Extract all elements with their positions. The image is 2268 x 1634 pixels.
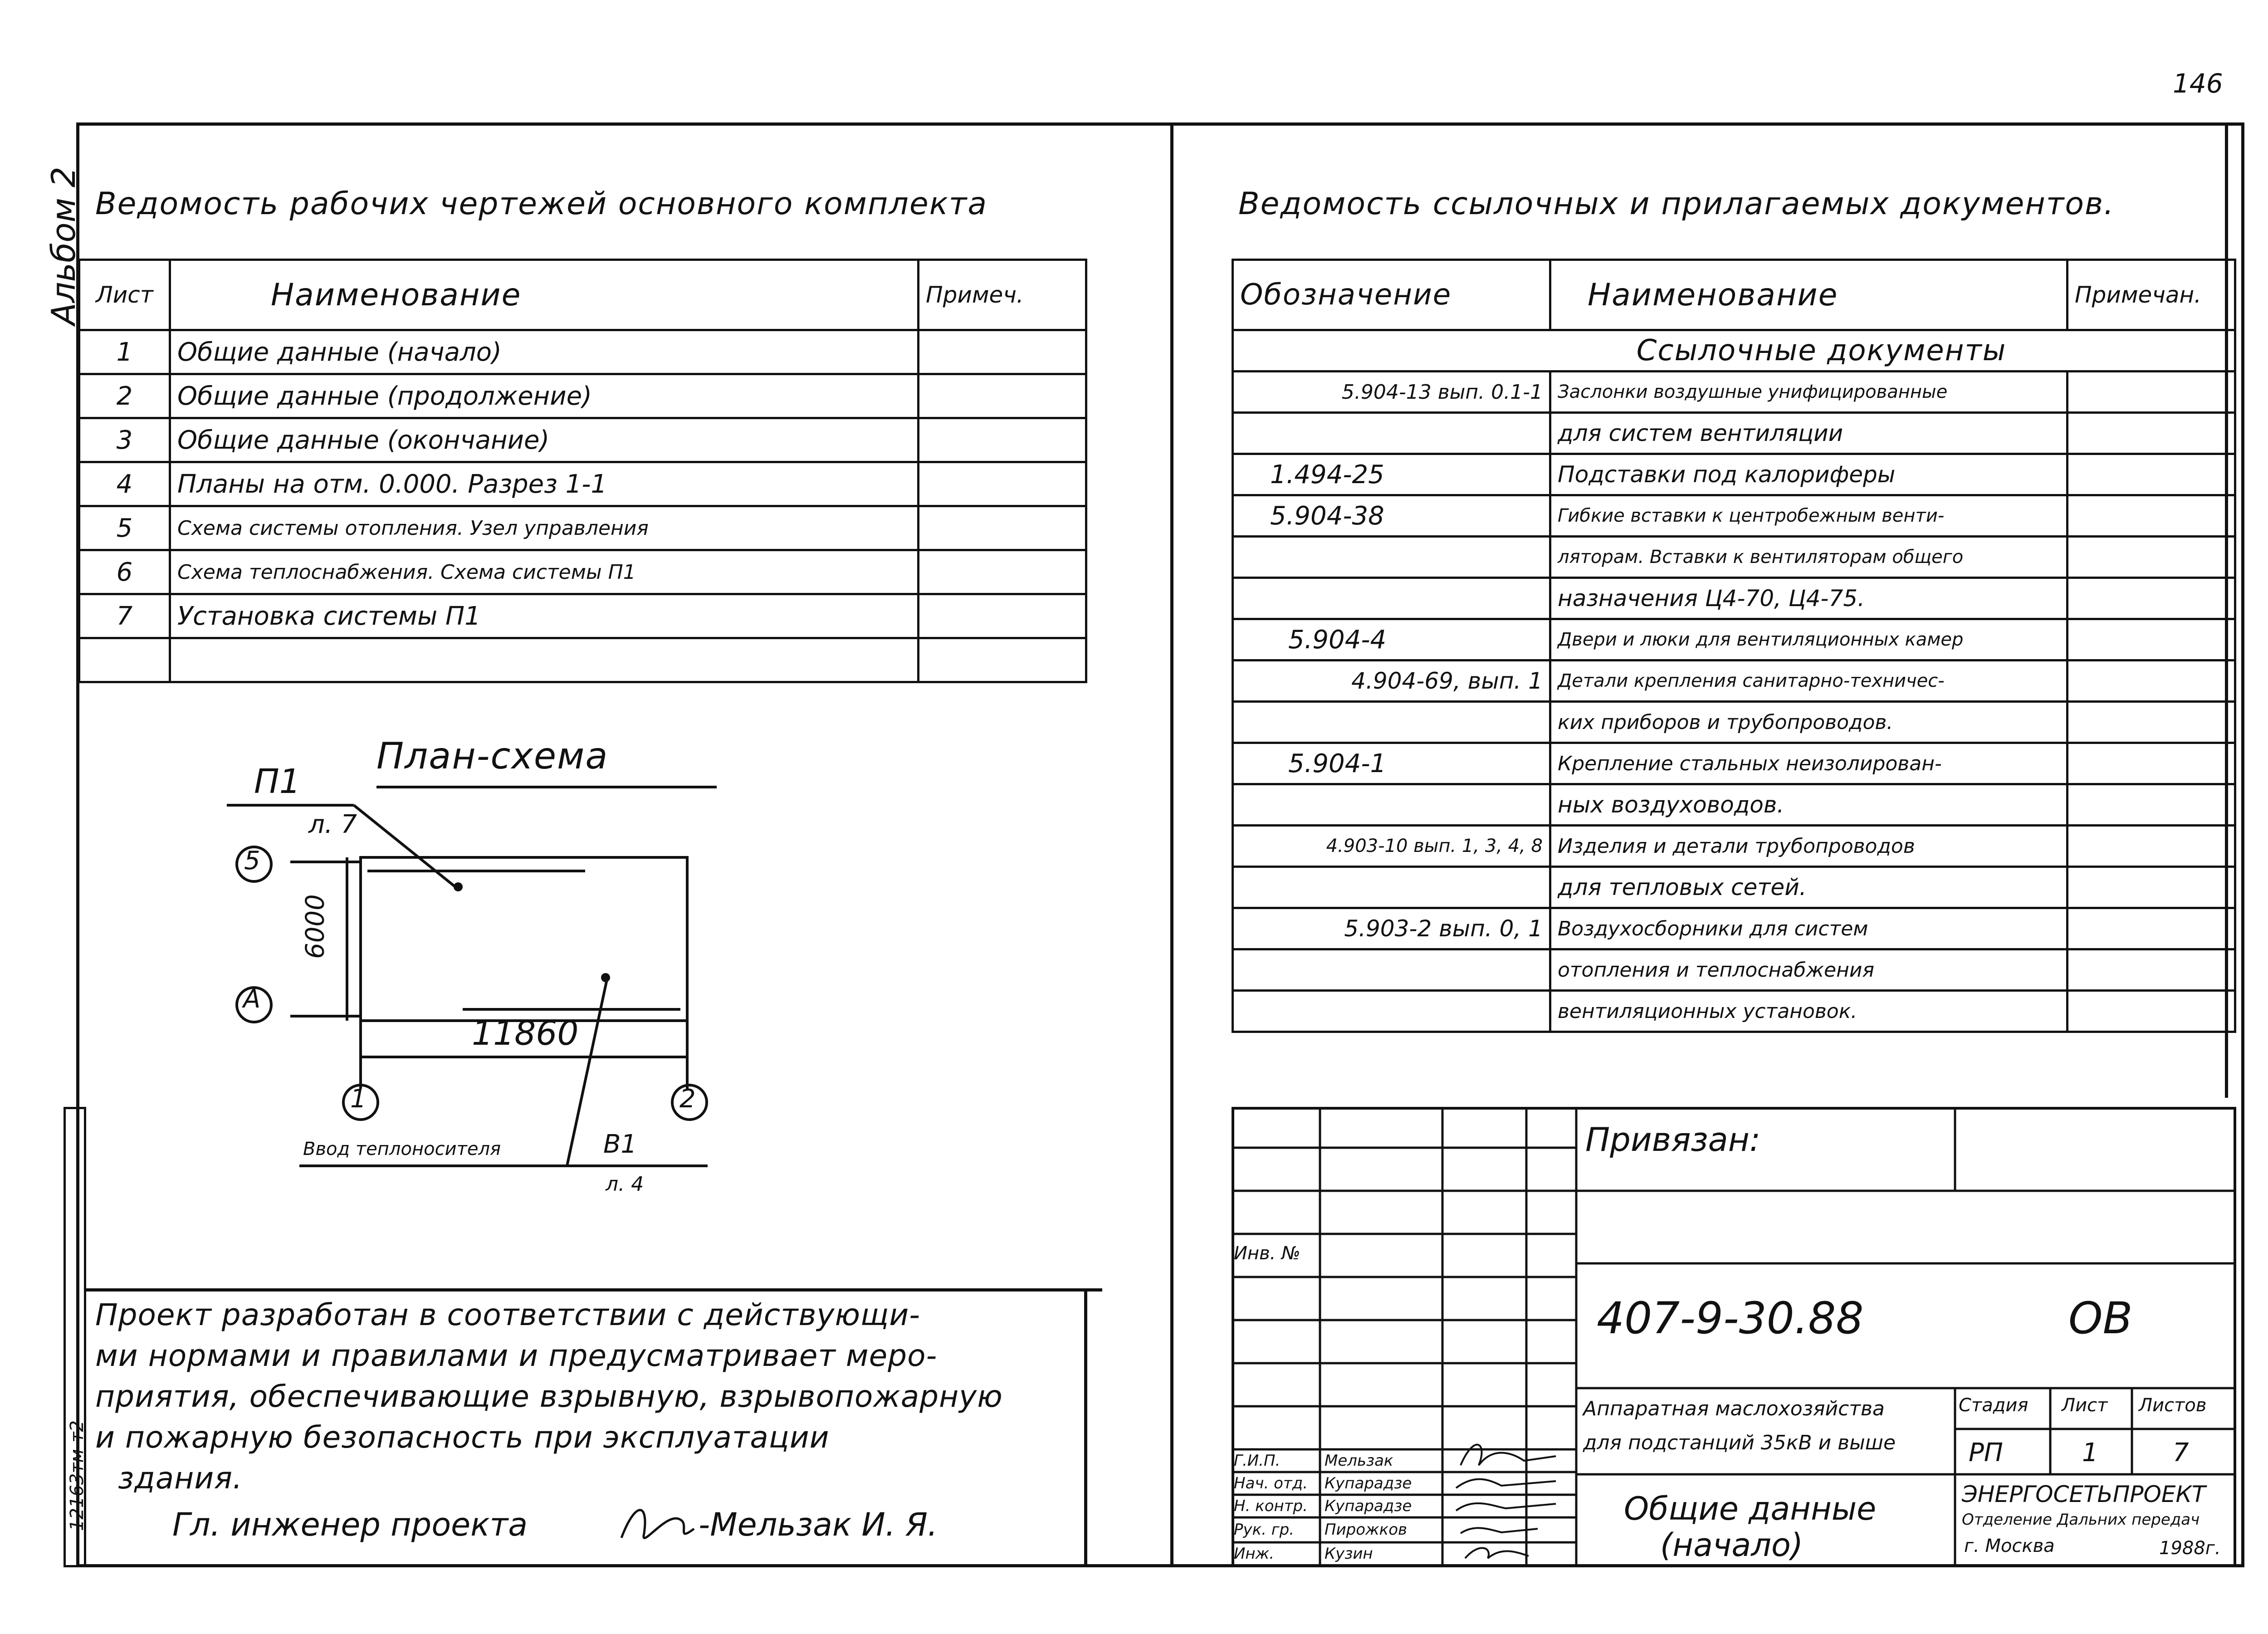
stamp-stage-value: РП <box>1969 1438 2003 1468</box>
stamp-signatures-icon <box>1447 1429 1574 1565</box>
row-sheet: 7 <box>79 594 170 638</box>
row-name: назначения Ц4-70, Ц4-75. <box>1550 578 2068 619</box>
row-name: Схема теплоснабжения. Схема системы П1 <box>170 550 919 594</box>
chief-engineer-label: Гл. инженер проекта <box>172 1506 528 1543</box>
row-name: для систем вентиляции <box>1550 413 2068 454</box>
note-line-3: приятия, обеспечивающие взрывную, взрывопожарную <box>95 1379 1003 1414</box>
signature-role: Н. контр. <box>1234 1497 1308 1515</box>
plan-axis-5: 5 <box>244 846 260 876</box>
signature-role: Инж. <box>1234 1545 1275 1563</box>
header-code: Обозначение <box>1233 260 1550 330</box>
document-mark: ОВ <box>2068 1293 2133 1344</box>
organization-city: г. Москва <box>1964 1536 2055 1556</box>
row-name: Схема системы отопления. Узел управления <box>170 506 919 550</box>
row-name: Общие данные (продолжение) <box>170 374 919 418</box>
row-name: Общие данные (окончание) <box>170 418 919 462</box>
page-number: 146 <box>2173 68 2223 99</box>
album-label: Альбом 2 <box>44 166 83 325</box>
header-note: Примечан. <box>2068 260 2235 330</box>
drawing-title-line-2: (начало) <box>1660 1526 1804 1564</box>
row-name: ных воздуховодов. <box>1550 784 2068 826</box>
row-name: Установка системы П1 <box>170 594 919 638</box>
header-sheet: Лист <box>79 260 170 330</box>
row-name: Воздухосборники для систем <box>1550 908 2068 949</box>
row-code: 5.904-4 <box>1233 619 1550 660</box>
row-name: Подставки под калориферы <box>1550 454 2068 495</box>
row-sheet: 1 <box>79 330 170 374</box>
row-code: 5.903-2 вып. 0, 1 <box>1233 908 1550 949</box>
signature-name: Кузин <box>1325 1545 1373 1563</box>
row-name: Детали крепления санитарно-техничес- <box>1550 660 2068 702</box>
note-line-4: и пожарную безопасность при эксплуатации <box>95 1420 830 1455</box>
row-name: для тепловых сетей. <box>1550 867 2068 908</box>
stamp-sheets-value: 7 <box>2173 1438 2189 1468</box>
signature-name: Купарадзе <box>1325 1474 1412 1492</box>
row-name: Планы на отм. 0.000. Разрез 1-1 <box>170 462 919 506</box>
plan-inlet-label: Ввод теплоносителя <box>303 1139 501 1159</box>
stamp-header-stage: Стадия <box>1959 1395 2028 1416</box>
row-sheet: 6 <box>79 550 170 594</box>
stamp-header-sheet: Лист <box>2062 1395 2108 1416</box>
bound-label: Привязан: <box>1585 1120 1761 1159</box>
header-name: Наименование <box>1550 260 2068 330</box>
row-name: вентиляционных установок. <box>1550 991 2068 1032</box>
organization-department: Отделение Дальних передач <box>1962 1511 2200 1529</box>
signature-role: Г.И.П. <box>1234 1452 1281 1470</box>
signature-name: Мельзак <box>1325 1452 1393 1470</box>
plan-inlet-sheet: л. 4 <box>606 1173 644 1196</box>
plan-inlet-tag: В1 <box>603 1130 637 1159</box>
plan-axis-1: 1 <box>350 1084 367 1114</box>
documents-section-title: Ссылочные документы <box>1233 330 2235 372</box>
row-sheet: 4 <box>79 462 170 506</box>
signature-name: Пирожков <box>1325 1521 1408 1539</box>
row-code: 5.904-1 <box>1233 743 1550 784</box>
row-code: 5.904-13 вып. 0.1-1 <box>1233 372 1550 413</box>
plan-title: План-схема <box>376 735 609 777</box>
signature-role: Нач. отд. <box>1234 1474 1308 1492</box>
plan-axis-a: А <box>243 984 261 1014</box>
signature-role: Рук. гр. <box>1234 1521 1295 1539</box>
note-line-5: здания. <box>118 1461 243 1496</box>
row-name: Общие данные (начало) <box>170 330 919 374</box>
row-sheet: 5 <box>79 506 170 550</box>
row-code: 4.903-10 вып. 1, 3, 4, 8 <box>1233 826 1550 867</box>
organization-name: ЭНЕРГОСЕТЬПРОЕКТ <box>1962 1481 2206 1507</box>
row-code: 4.904-69, вып. 1 <box>1233 660 1550 702</box>
row-name: Заслонки воздушные унифицированные <box>1550 372 2068 413</box>
row-name: ких приборов и трубопроводов. <box>1550 702 2068 743</box>
row-name: Крепление стальных неизолирован- <box>1550 743 2068 784</box>
stamp-header-sheets: Листов <box>2139 1395 2207 1416</box>
row-name: Двери и люки для вентиляционных камер <box>1550 619 2068 660</box>
drawing-title-line-1: Общие данные <box>1624 1490 1877 1527</box>
note-line-1: Проект разработан в соответствии с действующи- <box>95 1297 920 1332</box>
signature-name: Купарадзе <box>1325 1497 1412 1515</box>
project-code: 407-9-30.88 <box>1597 1293 1864 1344</box>
row-code: 1.494-25 <box>1233 454 1550 495</box>
project-name-line-1: Аппаратная маслохозяйства <box>1583 1397 1885 1420</box>
plan-axis-2: 2 <box>679 1084 696 1114</box>
row-name: отопления и теплоснабжения <box>1550 949 2068 991</box>
drawings-list-title: Ведомость рабочих чертежей основного комплекта <box>95 186 988 222</box>
header-note: Примеч. <box>919 260 1086 330</box>
row-sheet: 2 <box>79 374 170 418</box>
header-name: Наименование <box>170 260 919 330</box>
side-strip-code: 12163тм-т2 <box>67 1420 88 1531</box>
row-name: Изделия и детали трубопроводов <box>1550 826 2068 867</box>
chief-engineer-name: -Мельзак И. Я. <box>699 1506 938 1543</box>
note-line-2: ми нормами и правилами и предусматривает меро- <box>95 1338 938 1373</box>
plan-dim-vertical: 6000 <box>300 894 330 959</box>
row-name: ляторам. Вставки к вентиляторам общего <box>1550 537 2068 578</box>
inventory-number-label: Инв. № <box>1234 1243 1300 1264</box>
stamp-year: 1988г. <box>2159 1538 2221 1559</box>
plan-system-tag: П1 <box>254 762 301 801</box>
plan-dim-horizontal: 11860 <box>472 1014 579 1053</box>
plan-system-sheet: л. 7 <box>308 810 357 839</box>
row-code: 5.904-38 <box>1233 495 1550 537</box>
row-name: Гибкие вставки к центробежным венти- <box>1550 495 2068 537</box>
project-name-line-2: для подстанций 35кВ и выше <box>1583 1431 1896 1454</box>
documents-list-title: Ведомость ссылочных и прилагаемых документов. <box>1238 186 2115 222</box>
row-sheet: 3 <box>79 418 170 462</box>
stamp-sheet-value: 1 <box>2082 1438 2098 1468</box>
